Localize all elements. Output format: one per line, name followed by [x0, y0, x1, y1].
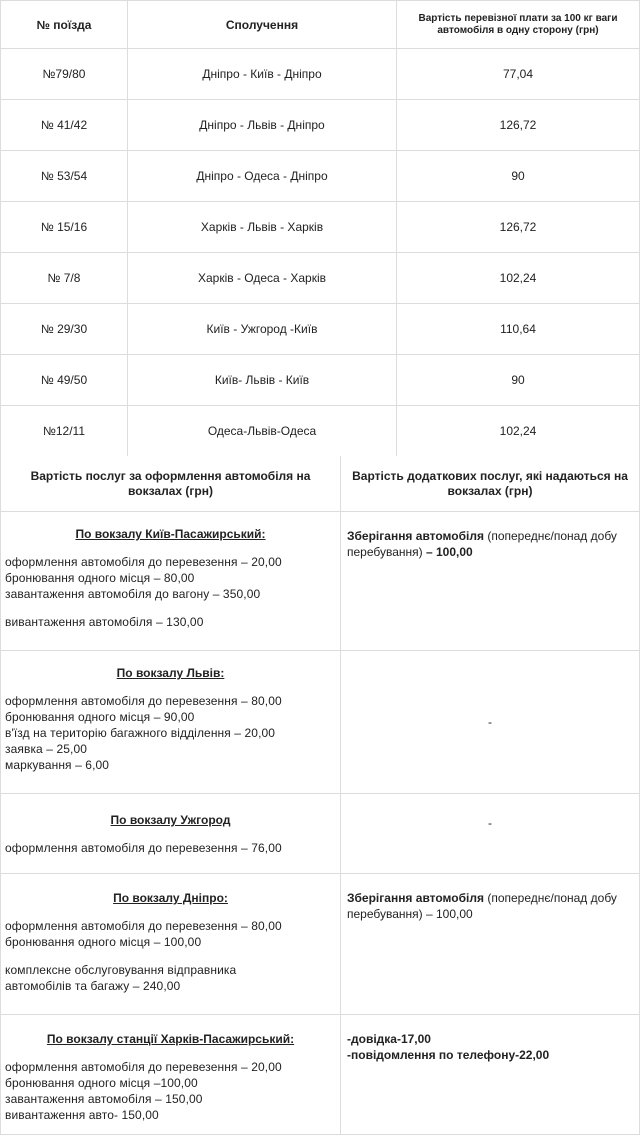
station-title: По вокзалу Дніпро:: [113, 891, 228, 905]
extra-services-dnipro: [341, 874, 640, 1015]
table-row: [1, 100, 640, 151]
train-number: № 53/54: [1, 151, 128, 202]
fee-item: оформлення автомобіля до перевезення – 80,00: [5, 919, 282, 933]
train-number: № 41/42: [1, 100, 128, 151]
table-row: [1, 355, 640, 406]
fee-item: оформлення автомобіля до перевезення – 80,00: [5, 694, 282, 708]
cost-header: Вартість перевізної плати за 100 кг ваги автомобіля в одну сторону (грн): [397, 1, 640, 49]
cost: 77,04: [397, 49, 640, 100]
extra-service-desc: (попереднє/понад добу перебування): [347, 529, 617, 559]
route: Дніпро - Львів - Дніпро: [128, 100, 397, 151]
cost: 102,24: [397, 253, 640, 304]
station-title: По вокзалу станції Харків-Пасажирський:: [46, 1032, 295, 1046]
extra-service-name: Зберігання автомобіля: [347, 891, 484, 905]
table-row: [1, 49, 640, 100]
route: Дніпро - Київ - Дніпро: [128, 49, 397, 100]
extra-services-lviv: -: [341, 651, 640, 794]
extra-services-kyiv: [341, 512, 640, 651]
extra-services-kharkiv: [341, 1015, 640, 1135]
fee-item: завантаження автомобіля – 150,00: [5, 1092, 203, 1106]
fee-item: автомобілів та багажу – 240,00: [5, 979, 181, 993]
station-row-dnipro: [1, 874, 640, 1015]
train-number: № 49/50: [1, 355, 128, 406]
extra-service-name: Зберігання автомобіля: [347, 529, 484, 543]
station-row-uzhhorod: [1, 794, 640, 874]
train-number: №12/11: [1, 406, 128, 457]
extra-services-header: Вартість додаткових послуг, які надаються на вокзалах (грн): [341, 456, 640, 512]
train-number-header: № поїзда: [1, 1, 128, 49]
station-row-lviv: [1, 651, 640, 794]
fee-item: бронювання одного місця – 90,00: [5, 710, 195, 724]
route: Харків - Львів - Харків: [128, 202, 397, 253]
fee-item: бронювання одного місця – 80,00: [5, 571, 195, 585]
route: Одеса-Львів-Одеса: [128, 406, 397, 457]
station-title: По вокзалу Львів:: [116, 666, 225, 680]
station-fees-kyiv: [1, 512, 341, 651]
route-header: Сполучення: [128, 1, 397, 49]
cost: 126,72: [397, 100, 640, 151]
extra-service-desc: (попереднє/понад добу перебування) – 100,00: [347, 891, 617, 921]
fee-item: бронювання одного місця – 100,00: [5, 935, 202, 949]
route: Харків - Одеса - Харків: [128, 253, 397, 304]
station-title: По вокзалу Ужгород: [110, 813, 231, 827]
fee-item: комплексне обслуговування відправника: [5, 963, 237, 977]
train-number: № 15/16: [1, 202, 128, 253]
fee-item: оформлення автомобіля до перевезення – 20,00: [5, 1060, 282, 1074]
extra-service-line: -довідка-17,00: [347, 1032, 431, 1046]
extra-services-uzhhorod: -: [341, 794, 640, 874]
station-title: По вокзалу Київ-Пасажирський:: [75, 527, 266, 541]
fee-item: заявка – 25,00: [5, 742, 88, 756]
table-row: [1, 202, 640, 253]
station-fees-header: Вартість послуг за оформлення автомобіля на вокзалах (грн): [1, 456, 341, 512]
station-row-kyiv: [1, 512, 640, 651]
extra-service-price: – 100,00: [422, 545, 473, 559]
services-header-row: [1, 456, 640, 512]
station-fees-kharkiv: [1, 1015, 341, 1135]
train-number: № 29/30: [1, 304, 128, 355]
fee-item: бронювання одного місця –100,00: [5, 1076, 198, 1090]
fee-item: оформлення автомобіля до перевезення – 76,00: [5, 841, 282, 855]
fee-item: в'їзд на територію багажного відділення – 20,00: [5, 726, 276, 740]
services-table: [0, 456, 640, 1135]
cost: 126,72: [397, 202, 640, 253]
fee-item: маркування – 6,00: [5, 758, 110, 772]
cost: 110,64: [397, 304, 640, 355]
station-fees-lviv: [1, 651, 341, 794]
station-row-kharkiv: [1, 1015, 640, 1135]
cost: 102,24: [397, 406, 640, 457]
route: Дніпро - Одеса - Дніпро: [128, 151, 397, 202]
station-fees-dnipro: [1, 874, 341, 1015]
extra-service-line: -повідомлення по телефону-22,00: [347, 1048, 550, 1062]
fee-item: оформлення автомобіля до перевезення – 20,00: [5, 555, 282, 569]
fee-item: вивантаження авто- 150,00: [5, 1108, 159, 1122]
tariff-header-row: [1, 1, 640, 49]
fee-item: завантаження автомобіля до вагону – 350,00: [5, 587, 261, 601]
route: Київ- Львів - Київ: [128, 355, 397, 406]
cost: 90: [397, 151, 640, 202]
station-fees-uzhhorod: [1, 794, 341, 874]
cost: 90: [397, 355, 640, 406]
table-row: [1, 304, 640, 355]
fee-item: вивантаження автомобіля – 130,00: [5, 615, 204, 629]
train-number: №79/80: [1, 49, 128, 100]
table-row: [1, 406, 640, 457]
route: Київ - Ужгород -Київ: [128, 304, 397, 355]
train-number: № 7/8: [1, 253, 128, 304]
tariff-table: [0, 0, 640, 456]
table-row: [1, 151, 640, 202]
table-row: [1, 253, 640, 304]
